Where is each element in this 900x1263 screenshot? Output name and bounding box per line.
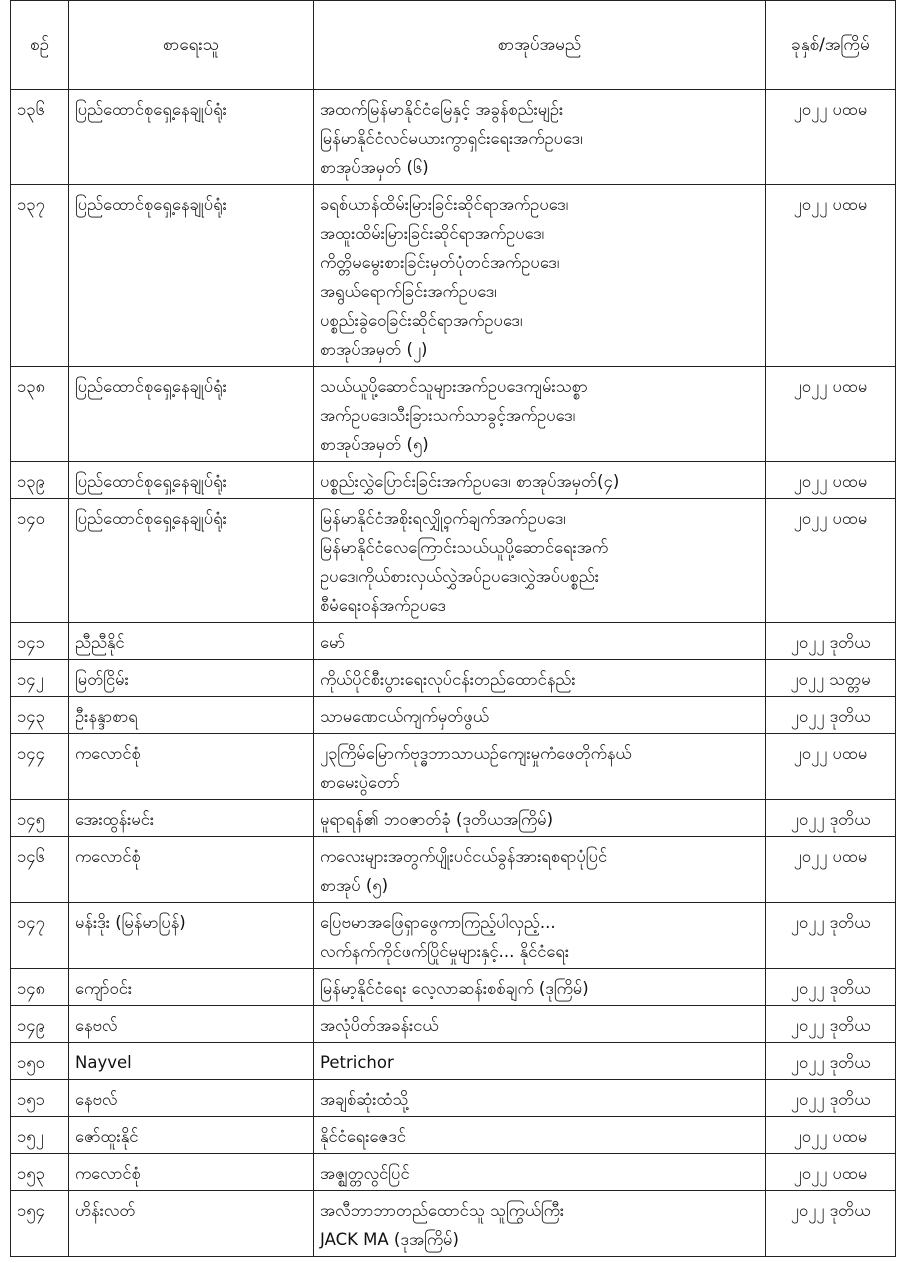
row-edition: ၂၀၂၂ ပထမ bbox=[766, 1154, 896, 1191]
title-line: မူရာရန်၏ ဘဝဇာတ်ခုံ (ဒုတိယအကြိမ်) bbox=[320, 810, 554, 829]
title-line: ပြေဗမာအဖြေရှာဖွေကာကြည့်ပါလှည့်... bbox=[320, 913, 556, 932]
row-number: ၁၅၁ bbox=[11, 1080, 69, 1117]
table-row bbox=[11, 623, 896, 660]
row-title bbox=[314, 800, 766, 837]
table-row bbox=[11, 367, 896, 462]
row-author: ကလောင်စုံ bbox=[69, 1154, 314, 1191]
row-edition: ၂၀၂၂ ပထမ bbox=[766, 499, 896, 623]
header-author: စာရေးသူ bbox=[69, 1, 314, 90]
row-title bbox=[314, 623, 766, 660]
row-number: ၁၄၆ bbox=[11, 837, 69, 903]
row-edition: ၂၀၂၂ ပထမ bbox=[766, 1117, 896, 1154]
row-edition: ၂၀၂၂ ဒုတိယ bbox=[766, 903, 896, 969]
title-line: မြန်မာနိုင်ငံလင်မယားကွာရှင်းရေးအက်ဥပဒေ၊ bbox=[320, 129, 583, 148]
title-line: နိုင်ငံရေးဇေဒင် bbox=[320, 1127, 406, 1146]
row-edition: ၂၀၂၂ ဒုတိယ bbox=[766, 969, 896, 1006]
title-line: စာအုပ်အမှတ် (၅) bbox=[320, 435, 429, 454]
row-author: နေဗလ် bbox=[69, 1006, 314, 1043]
row-title bbox=[314, 1117, 766, 1154]
title-line: ပစ္စည်းခွဲဝေခြင်းဆိုင်ရာအက်ဥပဒေ၊ bbox=[320, 311, 523, 330]
row-author: Nayvel bbox=[69, 1043, 314, 1080]
title-line: လက်နက်ကိုင်ဖက်ပြိုင်မှုများနှင့်... နိုင်ငံရေး bbox=[320, 942, 570, 961]
table-row bbox=[11, 185, 896, 367]
row-edition: ၂၀၂၂ ပထမ bbox=[766, 462, 896, 499]
row-number: ၁၄၈ bbox=[11, 969, 69, 1006]
row-title bbox=[314, 1080, 766, 1117]
title-line: မြန်မာ့နိုင်ငံရေး လေ့လာဆန်းစစ်ချက် (ဒုကြိမ်) bbox=[320, 979, 589, 998]
row-edition: ၂၀၂၂ ဒုတိယ bbox=[766, 1191, 896, 1257]
title-line: အချစ်ဆုံးထံသို့ bbox=[320, 1090, 409, 1109]
row-number: ၁၅၂ bbox=[11, 1117, 69, 1154]
row-title bbox=[314, 697, 766, 734]
row-number: ၁၅၃ bbox=[11, 1154, 69, 1191]
row-number: ၁၃၆ bbox=[11, 90, 69, 185]
row-title bbox=[314, 185, 766, 367]
row-edition: ၂၀၂၂ ပထမ bbox=[766, 367, 896, 462]
table-row bbox=[11, 734, 896, 800]
row-title bbox=[314, 734, 766, 800]
title-line: စာမေးပွဲတော် bbox=[320, 773, 400, 792]
title-line: အရွယ်ရောက်ခြင်းအက်ဥပဒေ၊ bbox=[320, 282, 497, 301]
table-row bbox=[11, 697, 896, 734]
row-number: ၁၅၄ bbox=[11, 1191, 69, 1257]
table-row bbox=[11, 969, 896, 1006]
row-title bbox=[314, 837, 766, 903]
title-line: စာအုပ်အမှတ် (၆) bbox=[320, 158, 429, 177]
title-line: ကလေးများအတွက်ပျိုးပင်ငယ်ခွန်အားရစရာပုံပြင် bbox=[320, 847, 608, 866]
row-edition: ၂၀၂၂ သတ္တမ bbox=[766, 660, 896, 697]
table-row bbox=[11, 1043, 896, 1080]
row-edition: ၂၀၂၂ ဒုတိယ bbox=[766, 1080, 896, 1117]
row-edition: ၂၀၂၂ ပထမ bbox=[766, 90, 896, 185]
row-author: ညီညီနိုင် bbox=[69, 623, 314, 660]
row-title bbox=[314, 1191, 766, 1257]
row-author: မြတ်ငြိမ်း bbox=[69, 660, 314, 697]
title-line: စီမံရေးဝန်အက်ဥပဒေ bbox=[320, 596, 446, 615]
row-edition: ၂၀၂၂ ဒုတိယ bbox=[766, 800, 896, 837]
row-edition: ၂၀၂၂ ဒုတိယ bbox=[766, 1043, 896, 1080]
table-row bbox=[11, 837, 896, 903]
row-title bbox=[314, 903, 766, 969]
row-number: ၁၅၀ bbox=[11, 1043, 69, 1080]
row-title bbox=[314, 462, 766, 499]
title-line: စာအုပ် (၅) bbox=[320, 876, 389, 895]
row-title bbox=[314, 660, 766, 697]
row-title bbox=[314, 1006, 766, 1043]
row-edition: ၂၀၂၂ ပထမ bbox=[766, 185, 896, 367]
row-title bbox=[314, 1043, 766, 1080]
title-line: ၂၃ကြိမ်မြောက်ဗုဒ္ဓဘာသာယဉ်ကျေးမှုကံဖေတိုက်နယ် bbox=[320, 744, 632, 763]
title-line: အဇ္ဈတ္တလွင်ပြင် bbox=[320, 1164, 410, 1183]
row-edition: ၂၀၂၂ ပထမ bbox=[766, 734, 896, 800]
row-author: ပြည်ထောင်စုရှေ့နေချုပ်ရုံး bbox=[69, 90, 314, 185]
row-author: ပြည်ထောင်စုရှေ့နေချုပ်ရုံး bbox=[69, 462, 314, 499]
title-line: စာအုပ်အမှတ် (၂) bbox=[320, 340, 428, 359]
header-title: စာအုပ်အမည် bbox=[314, 1, 766, 90]
title-line: Petrichor bbox=[320, 1053, 394, 1072]
table-row bbox=[11, 499, 896, 623]
row-author: ကလောင်စုံ bbox=[69, 734, 314, 800]
row-edition: ၂၀၂၂ ပထမ bbox=[766, 837, 896, 903]
row-title bbox=[314, 499, 766, 623]
title-line: အက်ဥပဒေ၊သီးခြားသက်သာခွင့်အက်ဥပဒေ၊ bbox=[320, 406, 576, 425]
row-number: ၁၄၅ bbox=[11, 800, 69, 837]
table-row bbox=[11, 1006, 896, 1043]
row-number: ၁၃၈ bbox=[11, 367, 69, 462]
title-line: မော် bbox=[320, 633, 346, 652]
book-list-table bbox=[10, 0, 896, 1257]
table-row bbox=[11, 1154, 896, 1191]
row-number: ၁၄၃ bbox=[11, 697, 69, 734]
row-title bbox=[314, 1154, 766, 1191]
row-author: ဟိန်းလတ် bbox=[69, 1191, 314, 1257]
table-row bbox=[11, 903, 896, 969]
header-edition: ခုနှစ်/အကြိမ် bbox=[766, 1, 896, 90]
header-row bbox=[11, 1, 896, 90]
title-line: ခရစ်ယာန်ထိမ်းမြားခြင်းဆိုင်ရာအက်ဥပဒေ၊ bbox=[320, 195, 569, 214]
table-row bbox=[11, 1080, 896, 1117]
table-row bbox=[11, 1191, 896, 1257]
title-line: အထက်မြန်မာနိုင်ငံမြေနှင့် အခွန်စည်းမျဉ်း bbox=[320, 100, 564, 119]
title-line: မြန်မာနိုင်ငံလေကြောင်းသယ်ယူပို့ဆောင်ရေးအက် bbox=[320, 538, 609, 557]
title-line: မြန်မာနိုင်ငံအစိုးရလျှို့ဝှက်ချက်အက်ဥပဒေ၊ bbox=[320, 509, 566, 528]
row-author: နေဗလ် bbox=[69, 1080, 314, 1117]
row-number: ၁၄၀ bbox=[11, 499, 69, 623]
table-row bbox=[11, 90, 896, 185]
title-line: အလုံပိတ်အခန်းငယ် bbox=[320, 1016, 439, 1035]
row-number: ၁၄၄ bbox=[11, 734, 69, 800]
header-no: စဉ် bbox=[11, 1, 69, 90]
title-line: သယ်ယူပို့ဆောင်သူများအက်ဥပဒေကျမ်းသစ္စာ bbox=[320, 377, 588, 396]
row-author: ပြည်ထောင်စုရှေ့နေချုပ်ရုံး bbox=[69, 499, 314, 623]
table-row bbox=[11, 462, 896, 499]
row-number: ၁၃၇ bbox=[11, 185, 69, 367]
table-row bbox=[11, 800, 896, 837]
row-author: ကလောင်စုံ bbox=[69, 837, 314, 903]
title-line: အလီဘာဘာတည်ထောင်သူ သူကြွယ်ကြီး bbox=[320, 1201, 565, 1220]
row-edition: ၂၀၂၂ ဒုတိယ bbox=[766, 1006, 896, 1043]
table-row bbox=[11, 1117, 896, 1154]
title-line: ကိတ္တိမမွေးစားခြင်းမှတ်ပုံတင်အက်ဥပဒေ၊ bbox=[320, 253, 560, 272]
row-edition: ၂၀၂၂ ဒုတိယ bbox=[766, 697, 896, 734]
row-author: ဦးနန္ဒာစာရ bbox=[69, 697, 314, 734]
row-author: ဇော်ထူးနိုင် bbox=[69, 1117, 314, 1154]
row-author: အေးထွန်းမင်း bbox=[69, 800, 314, 837]
row-author: ကျော်ဝင်း bbox=[69, 969, 314, 1006]
table-row bbox=[11, 660, 896, 697]
row-number: ၁၄၇ bbox=[11, 903, 69, 969]
row-number: ၁၄၂ bbox=[11, 660, 69, 697]
row-number: ၁၃၉ bbox=[11, 462, 69, 499]
row-title bbox=[314, 90, 766, 185]
row-edition: ၂၀၂၂ ဒုတိယ bbox=[766, 623, 896, 660]
row-title bbox=[314, 969, 766, 1006]
row-title bbox=[314, 367, 766, 462]
row-number: ၁၄၁ bbox=[11, 623, 69, 660]
row-author: မန်းဒိုး (မြန်မာပြန်) bbox=[69, 903, 314, 969]
row-author: ပြည်ထောင်စုရှေ့နေချုပ်ရုံး bbox=[69, 367, 314, 462]
table-body bbox=[11, 90, 896, 1257]
title-line: ဥပဒေ၊ကိုယ်စားလှယ်လွှဲအပ်ဥပဒေ၊လွှဲအပ်ပစ္စည်း bbox=[320, 567, 599, 586]
title-line: အထူးထိမ်းမြားခြင်းဆိုင်ရာအက်ဥပဒေ၊ bbox=[320, 224, 545, 243]
title-line: သာမဏေငယ်ကျက်မှတ်ဖွယ် bbox=[320, 707, 489, 726]
row-author: ပြည်ထောင်စုရှေ့နေချုပ်ရုံး bbox=[69, 185, 314, 367]
title-line: ကိုယ်ပိုင်စီးပွားရေးလုပ်ငန်းတည်ထောင်နည်း bbox=[320, 670, 576, 689]
title-line: ပစ္စည်းလွှဲပြောင်းခြင်းအက်ဥပဒေ၊ စာအုပ်အမှတ်(၄) bbox=[320, 472, 620, 491]
row-number: ၁၄၉ bbox=[11, 1006, 69, 1043]
title-line: JACK MA (ဒုအကြိမ်) bbox=[320, 1230, 459, 1249]
